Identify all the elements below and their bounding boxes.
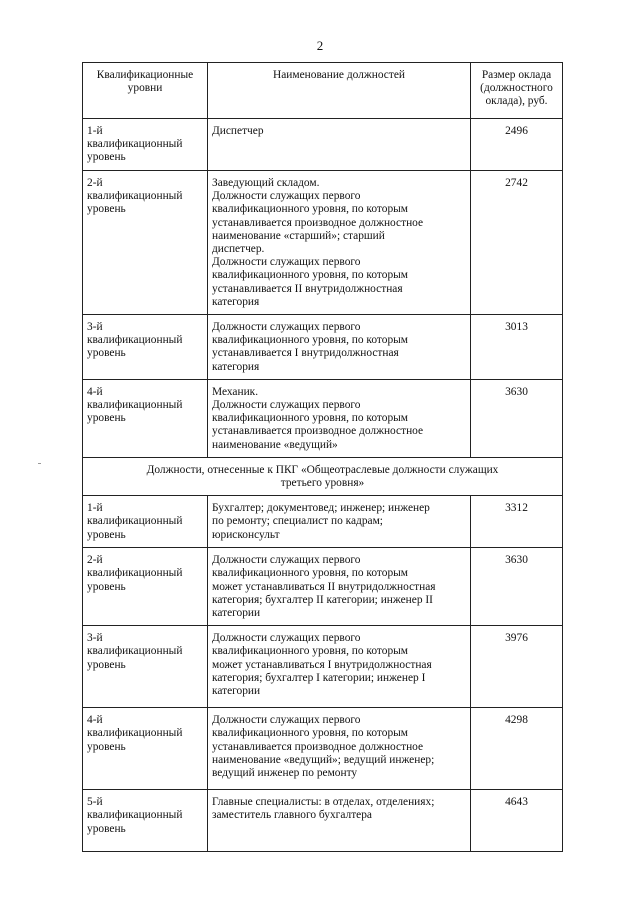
position-line: квалификационного уровня, по которым — [212, 645, 409, 658]
table-header-row — [83, 63, 563, 119]
position-line: может устанавливаться I внутридолжностная — [212, 658, 432, 671]
header-line: уровни — [127, 82, 163, 95]
level-line: квалификационный — [87, 138, 183, 151]
position-line: Должности служащих первого — [212, 632, 361, 645]
position-line: наименование «старший»; старший — [212, 229, 385, 242]
level-line: квалификационный — [87, 334, 183, 347]
position-line: квалификационного уровня, по которым — [212, 203, 409, 216]
table-row — [83, 379, 563, 457]
level-line: 5-й — [87, 796, 103, 809]
qualification-level — [83, 496, 208, 548]
level-line: уровень — [87, 658, 126, 671]
level-line: квалификационный — [87, 190, 183, 203]
level-line: 2-й — [87, 554, 103, 567]
header-position-names: Наименование должностей — [208, 63, 471, 119]
level-line: 4-й — [87, 714, 103, 727]
position-line: устанавливается производное должностное — [212, 216, 424, 229]
position-names — [208, 379, 471, 457]
qualification-level — [83, 548, 208, 626]
position-line: наименование «ведущий» — [212, 438, 338, 451]
position-names — [208, 315, 471, 380]
position-line: категории — [212, 685, 261, 698]
position-names — [208, 496, 471, 548]
level-line: уровень — [87, 412, 126, 425]
position-line: по ремонту; специалист по кадрам; — [212, 515, 383, 528]
position-line: квалификационного уровня, по которым — [212, 412, 409, 425]
table-row — [83, 626, 563, 708]
position-line: категория — [212, 295, 260, 308]
salary-table — [82, 62, 563, 852]
position-line: заместитель главного бухгалтера — [212, 809, 372, 822]
level-line: уровень — [87, 347, 126, 360]
position-line: Бухгалтер; документовед; инженер; инженер — [212, 502, 430, 515]
group2-body — [83, 496, 563, 852]
qualification-level — [83, 790, 208, 852]
position-line: квалификационного уровня, по которым — [212, 334, 409, 347]
position-line: наименование «ведущий»; ведущий инженер; — [212, 753, 435, 766]
position-line: категория; бухгалтер I категории; инженер I — [212, 671, 426, 684]
position-line: квалификационного уровня, по которым — [212, 567, 409, 580]
header-line: Квалификационные — [96, 69, 194, 81]
position-line: юрисконсульт — [212, 528, 280, 541]
level-line: квалификационный — [87, 809, 183, 822]
position-line: Должности служащих первого — [212, 714, 361, 727]
qualification-level — [83, 626, 208, 708]
position-line: устанавливается II внутридолжностная — [212, 282, 403, 295]
level-line: квалификационный — [87, 727, 183, 740]
table-row — [83, 496, 563, 548]
position-line: диспетчер. — [212, 243, 265, 256]
level-line: уровень — [87, 203, 126, 216]
scan-artifact — [38, 463, 41, 464]
position-line: может устанавливаться II внутридолжностная — [212, 580, 436, 593]
section-row — [83, 457, 563, 495]
position-line: квалификационного уровня, по которым — [212, 269, 409, 282]
level-line: уровень — [87, 822, 126, 835]
section-title — [83, 457, 563, 495]
position-line: Должности служащих первого — [212, 554, 361, 567]
position-line: Диспетчер — [212, 125, 264, 137]
qualification-level — [83, 119, 208, 171]
table-row — [83, 171, 563, 315]
salary-amount: 3630 — [471, 379, 563, 457]
level-line: 3-й — [87, 632, 103, 645]
level-line: 2-й — [87, 177, 103, 189]
level-line: 3-й — [87, 321, 103, 334]
position-names — [208, 626, 471, 708]
salary-amount: 3312 — [471, 496, 563, 548]
salary-amount: 3976 — [471, 626, 563, 708]
position-names — [208, 708, 471, 790]
section-body — [83, 457, 563, 495]
level-line: квалификационный — [87, 515, 183, 528]
qualification-level — [83, 315, 208, 380]
position-names — [208, 119, 471, 171]
header-line: оклада), руб. — [485, 95, 548, 108]
level-line: квалификационный — [87, 399, 183, 412]
section-title-line: Должности, отнесенные к ПКГ «Общеотраслевые должности служащих — [146, 463, 499, 476]
level-line: 1-й — [87, 502, 103, 515]
table-row — [83, 119, 563, 171]
position-line: Должности служащих первого — [212, 321, 361, 334]
position-line: Заведующий складом. — [212, 177, 320, 189]
qualification-level — [83, 171, 208, 315]
position-line: категория — [212, 360, 260, 373]
position-line: устанавливается производное должностное — [212, 425, 424, 438]
position-line: Механик. — [212, 385, 259, 398]
position-names — [208, 171, 471, 315]
position-line: Должности служащих первого — [212, 399, 361, 412]
table-row — [83, 708, 563, 790]
salary-amount: 2496 — [471, 119, 563, 171]
qualification-level — [83, 708, 208, 790]
salary-amount: 3013 — [471, 315, 563, 380]
level-line: уровень — [87, 151, 126, 164]
position-line: устанавливается I внутридолжностная — [212, 347, 399, 360]
header-line: Размер оклада — [481, 69, 552, 81]
salary-amount: 4298 — [471, 708, 563, 790]
position-line: устанавливается производное должностное — [212, 740, 424, 753]
position-line: Главные специалисты: в отделах, отделениях; — [212, 796, 435, 809]
level-line: квалификационный — [87, 567, 183, 580]
table-row — [83, 315, 563, 380]
section-title-line: третьего уровня» — [280, 477, 365, 490]
qualification-level — [83, 379, 208, 457]
header-line: (должностного — [480, 82, 553, 95]
level-line: уровень — [87, 740, 126, 753]
position-line: ведущий инженер по ремонту — [212, 767, 358, 780]
salary-amount: 3630 — [471, 548, 563, 626]
level-line: 1-й — [87, 125, 103, 137]
position-line: Должности служащих первого — [212, 190, 361, 203]
level-line: 4-й — [87, 385, 103, 398]
position-names — [208, 548, 471, 626]
position-line: Должности служащих первого — [212, 256, 361, 269]
group1-body — [83, 119, 563, 458]
level-line: квалификационный — [87, 645, 183, 658]
position-line: квалификационного уровня, по которым — [212, 727, 409, 740]
level-line: уровень — [87, 580, 126, 593]
page-number: 2 — [316, 38, 324, 53]
header-salary — [471, 63, 563, 119]
level-line: уровень — [87, 528, 126, 541]
salary-amount: 2742 — [471, 171, 563, 315]
position-names — [208, 790, 471, 852]
position-line: категория; бухгалтер II категории; инженер II — [212, 593, 433, 606]
position-line: категории — [212, 607, 261, 620]
table-row — [83, 548, 563, 626]
header-levels — [83, 63, 208, 119]
table-row — [83, 790, 563, 852]
salary-amount: 4643 — [471, 790, 563, 852]
